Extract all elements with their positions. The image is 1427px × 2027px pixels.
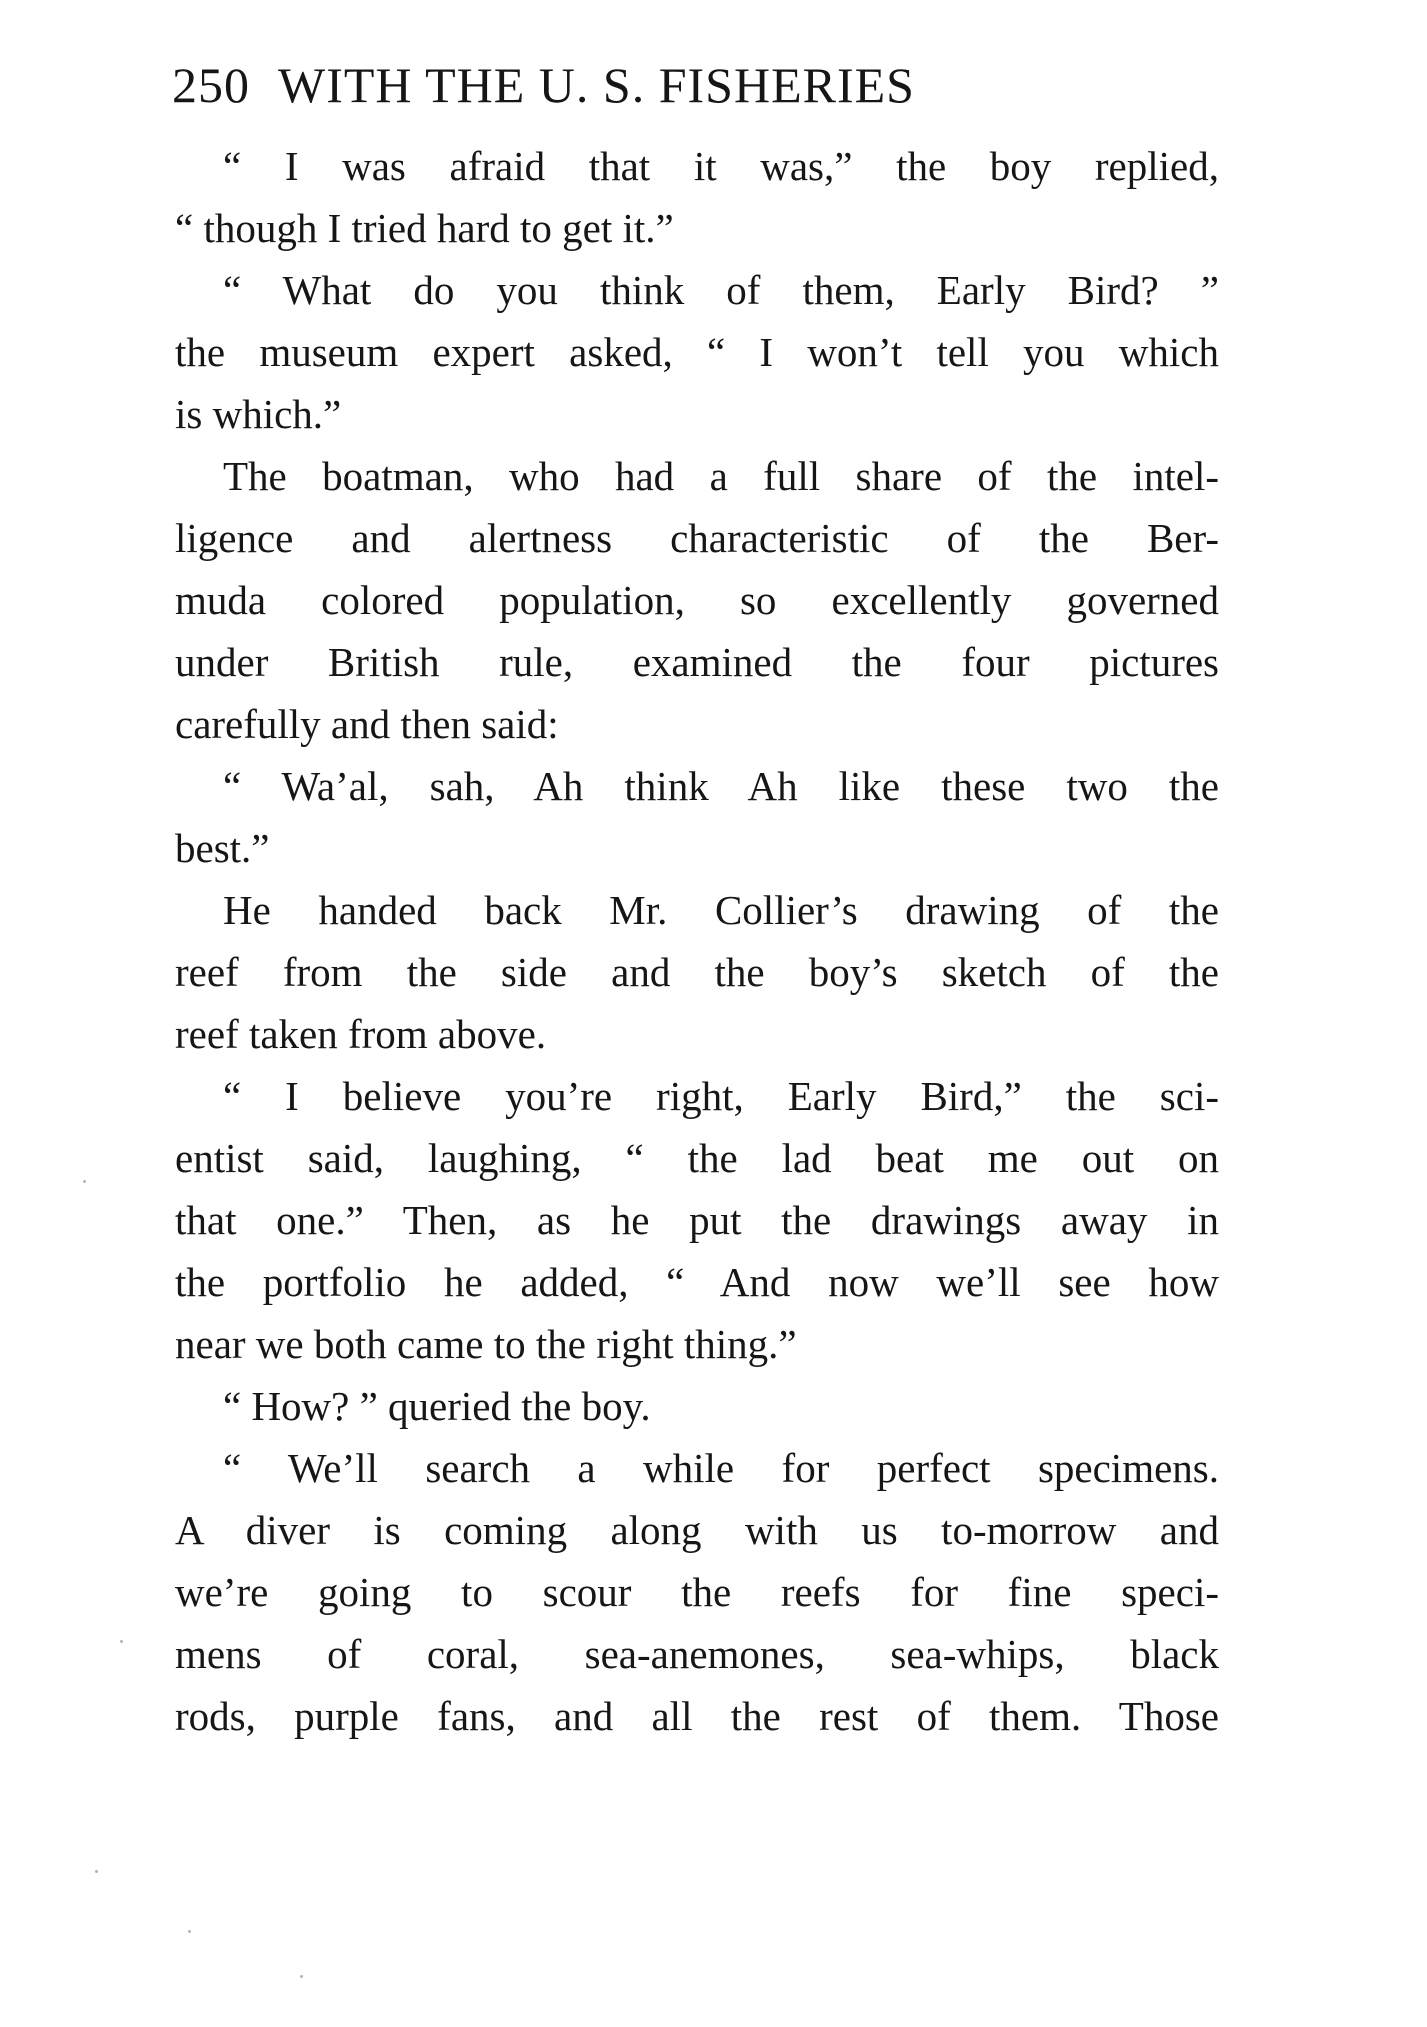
text-line: near we both came to the right thing.”	[175, 1321, 797, 1367]
text-line: the museum expert asked, “ I won’t tell you which	[175, 329, 1219, 375]
text-line: that one.” Then, as he put the drawings away in	[175, 1197, 1219, 1243]
text-line: the portfolio he added, “ And now we’ll see how	[175, 1259, 1219, 1305]
text-line: carefully and then said:	[175, 701, 559, 747]
text-line: reef from the side and the boy’s sketch of the	[175, 949, 1219, 995]
text-line: under British rule, examined the four pictures	[175, 639, 1219, 685]
text-line: “ I believe you’re right, Early Bird,” the sci-	[223, 1073, 1219, 1119]
text-line: The boatman, who had a full share of the intel-	[223, 453, 1219, 499]
text-line: is which.”	[175, 391, 342, 437]
scan-speck	[188, 1930, 191, 1933]
scan-speck	[120, 1640, 123, 1643]
running-head-title: WITH THE U. S. FISHERIES	[278, 57, 915, 113]
scan-speck	[83, 1180, 86, 1183]
text-line: mens of coral, sea-anemones, sea-whips, black	[175, 1631, 1219, 1677]
text-line: reef taken from above.	[175, 1011, 547, 1057]
scan-speck	[300, 1975, 303, 1978]
text-line: “ What do you think of them, Early Bird? ”	[223, 267, 1219, 313]
text-line: “ How? ” queried the boy.	[223, 1383, 651, 1429]
text-line: “ Wa’al, sah, Ah think Ah like these two the	[223, 763, 1219, 809]
text-line: “ We’ll search a while for perfect specimens.	[223, 1445, 1219, 1491]
page-number: 250	[172, 57, 250, 113]
text-line: rods, purple fans, and all the rest of them. Those	[175, 1693, 1219, 1739]
text-line: ligence and alertness characteristic of the Ber-	[175, 515, 1219, 561]
text-line: He handed back Mr. Collier’s drawing of the	[223, 887, 1219, 933]
text-line: “ though I tried hard to get it.”	[175, 205, 674, 251]
scan-speck	[95, 1870, 98, 1873]
text-line: best.”	[175, 825, 270, 871]
running-head	[172, 50, 915, 120]
text-line: entist said, laughing, “ the lad beat me out on	[175, 1135, 1219, 1181]
text-line: “ I was afraid that it was,” the boy replied,	[223, 143, 1219, 189]
text-line: A diver is coming along with us to-morrow and	[175, 1507, 1219, 1553]
text-line: muda colored population, so excellently governed	[175, 577, 1219, 623]
text-line: we’re going to scour the reefs for fine speci-	[175, 1569, 1219, 1615]
